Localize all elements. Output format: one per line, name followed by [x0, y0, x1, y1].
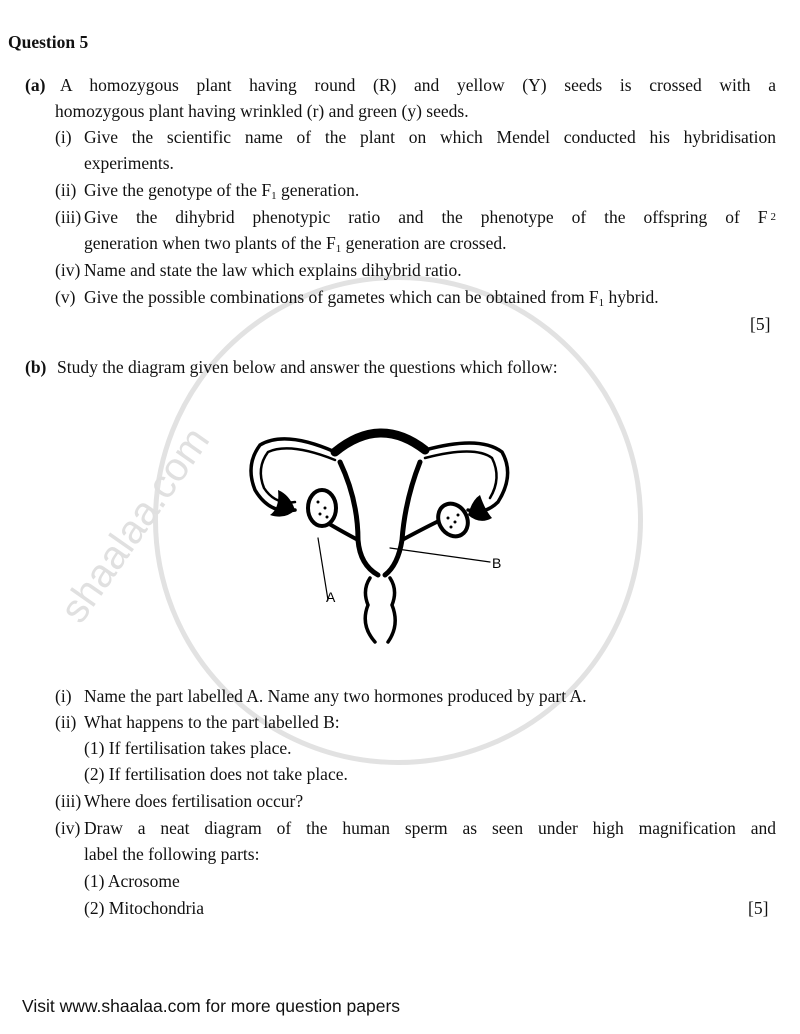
part-a-stem-2: homozygous plant having wrinkled (r) and green (y) seeds. — [55, 101, 469, 121]
a-ii-text: Give the genotype of the $F_1$ generation. — [84, 180, 360, 202]
a-iii-text-1: Give the dihybrid phenotypic ratio and the phenotype of the offspring of F $_2$ — [84, 207, 776, 227]
b-ii-text: What happens to the part labelled B: — [84, 712, 340, 732]
female-reproductive-system-diagram — [240, 390, 520, 650]
a-iv-text: Name and state the law which explains dihybrid ratio. — [84, 260, 462, 280]
b-iv-text-2: label the following parts: — [84, 844, 260, 864]
question-title: Question 5 — [8, 32, 89, 52]
footer-link[interactable]: Visit www.shaalaa.com for more question papers — [22, 996, 401, 1016]
b-ii-sub-1: (1) If fertilisation takes place. — [84, 738, 292, 758]
b-i-text: Name the part labelled A. Name any two hormones produced by part A. — [84, 686, 587, 706]
a-i-text-1: Give the scientific name of the plant on which Mendel conducted his hybridisation — [84, 127, 776, 147]
b-iv-sub-1: (1) Acrosome — [84, 871, 180, 891]
diagram-label-a: A — [326, 589, 336, 605]
b-iv-text-1: Draw a neat diagram of the human sperm as seen under high magnification and — [84, 818, 776, 838]
part-b-label: (b) — [25, 357, 47, 377]
a-i-text-2: experiments. — [84, 153, 174, 173]
part-a-marks: [5] — [750, 314, 771, 334]
a-ii-num: (ii) — [55, 180, 77, 200]
watermark-text: shaalaa.com — [51, 419, 219, 631]
a-iii-num: (iii) — [55, 207, 82, 227]
b-i-num: (i) — [55, 686, 72, 706]
b-ii-sub-2: (2) If fertilisation does not take place. — [84, 764, 348, 784]
b-iii-num: (iii) — [55, 791, 82, 811]
part-b-stem: Study the diagram given below and answer the questions which follow: — [57, 357, 558, 377]
part-a-label: (a) — [25, 75, 46, 95]
a-i-num: (i) — [55, 127, 72, 147]
b-ii-num: (ii) — [55, 712, 77, 732]
b-iii-text: Where does fertilisation occur? — [84, 791, 304, 811]
a-iii-text-2: generation when two plants of the $F_1$ generation are crossed. — [84, 233, 507, 255]
diagram-label-b: B — [492, 555, 502, 571]
a-v-text: Give the possible combinations of gametes which can be obtained from $F_1$ hybrid. — [84, 287, 659, 309]
b-iv-num: (iv) — [55, 818, 81, 838]
part-b-marks: [5] — [748, 898, 769, 918]
part-a-stem-1: A homozygous plant having round (R) and yellow (Y) seeds is crossed with a — [60, 75, 776, 95]
a-v-num: (v) — [55, 287, 76, 307]
a-iv-num: (iv) — [55, 260, 81, 280]
b-iv-sub-2: (2) Mitochondria — [84, 898, 205, 918]
